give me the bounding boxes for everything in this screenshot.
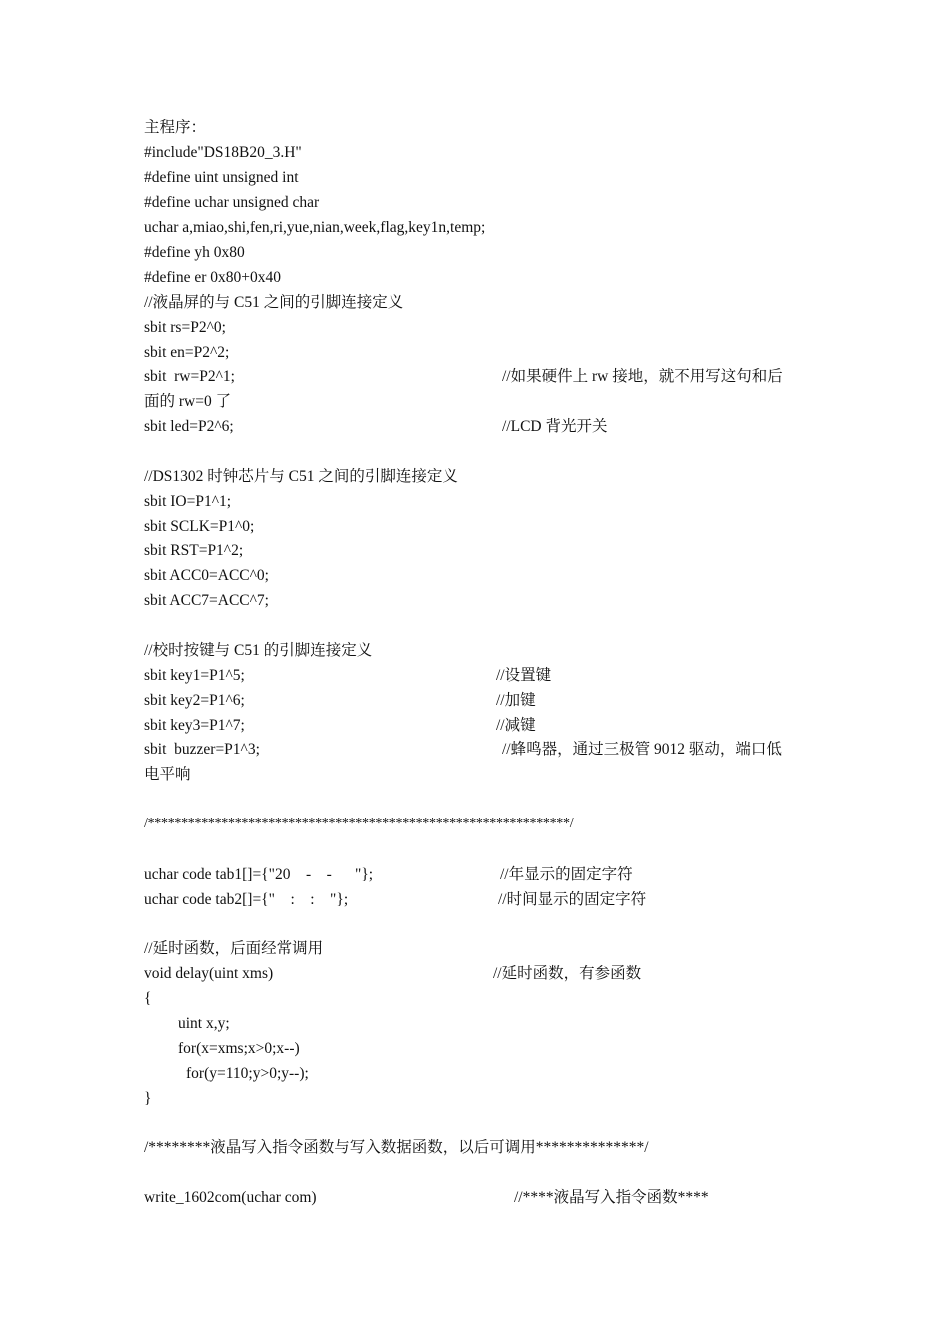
- code-line: #define uchar unsigned char: [144, 194, 320, 211]
- code-line: uchar code tab2[]={" : : "};: [144, 891, 349, 908]
- comment-line: //液晶屏的与 C51 之间的引脚连接定义: [144, 294, 404, 311]
- code-line: sbit key1=P1^5;: [144, 667, 245, 684]
- code-line: sbit RST=P1^2;: [144, 542, 244, 559]
- inline-comment: //加键: [496, 692, 536, 709]
- code-line: }: [144, 1090, 152, 1107]
- separator-comment: /***************************************************************/: [144, 816, 574, 831]
- inline-comment: //LCD 背光开关: [502, 418, 608, 435]
- code-line: uchar code tab1[]={"20 - - "};: [144, 866, 374, 883]
- code-line: #define er 0x80+0x40: [144, 269, 282, 286]
- code-line: sbit rw=P2^1;: [144, 368, 235, 385]
- code-line: sbit en=P2^2;: [144, 344, 230, 361]
- inline-comment: //如果硬件上 rw 接地，就不用写这句和后: [502, 368, 783, 385]
- code-line: uint x,y;: [178, 1015, 230, 1032]
- code-line: write_1602com(uchar com): [144, 1189, 317, 1206]
- code-line: void delay(uint xms): [144, 965, 274, 982]
- code-line: {: [144, 990, 152, 1007]
- code-line: #define yh 0x80: [144, 244, 245, 261]
- code-line: sbit key3=P1^7;: [144, 717, 245, 734]
- inline-comment: //时间显示的固定字符: [498, 891, 647, 908]
- code-line: #include"DS18B20_3.H": [144, 144, 302, 161]
- inline-comment: //减键: [496, 717, 536, 734]
- code-line: sbit SCLK=P1^0;: [144, 518, 255, 535]
- comment-line: //延时函数，后面经常调用: [144, 940, 324, 957]
- comment-line: //DS1302 时钟芯片与 C51 之间的引脚连接定义: [144, 468, 458, 485]
- code-line: sbit led=P2^6;: [144, 418, 234, 435]
- code-line: sbit rs=P2^0;: [144, 319, 226, 336]
- code-line: sbit IO=P1^1;: [144, 493, 232, 510]
- code-line: sbit ACC7=ACC^7;: [144, 592, 269, 609]
- inline-comment: //蜂鸣器，通过三极管 9012 驱动，端口低: [502, 741, 782, 758]
- code-line: 主程序：: [144, 119, 207, 136]
- comment-continuation: 面的 rw=0 了: [144, 393, 232, 410]
- code-line: for(x=xms;x>0;x--): [178, 1040, 300, 1057]
- inline-comment: //设置键: [496, 667, 552, 684]
- code-line: sbit buzzer=P1^3;: [144, 741, 260, 758]
- code-line: sbit ACC0=ACC^0;: [144, 567, 269, 584]
- separator-comment: /********液晶写入指令函数与写入数据函数，以后可调用**************/: [144, 1139, 649, 1156]
- code-line: sbit key2=P1^6;: [144, 692, 245, 709]
- inline-comment: //****液晶写入指令函数****: [514, 1189, 709, 1206]
- inline-comment: //延时函数，有参函数: [493, 965, 642, 982]
- comment-line: //校时按键与 C51 的引脚连接定义: [144, 642, 373, 659]
- code-line: #define uint unsigned int: [144, 169, 299, 186]
- code-line: for(y=110;y>0;y--);: [186, 1065, 309, 1082]
- code-line: uchar a,miao,shi,fen,ri,yue,nian,week,flag,key1n,temp;: [144, 219, 486, 236]
- inline-comment: //年显示的固定字符: [500, 866, 633, 883]
- comment-continuation: 电平响: [144, 766, 191, 783]
